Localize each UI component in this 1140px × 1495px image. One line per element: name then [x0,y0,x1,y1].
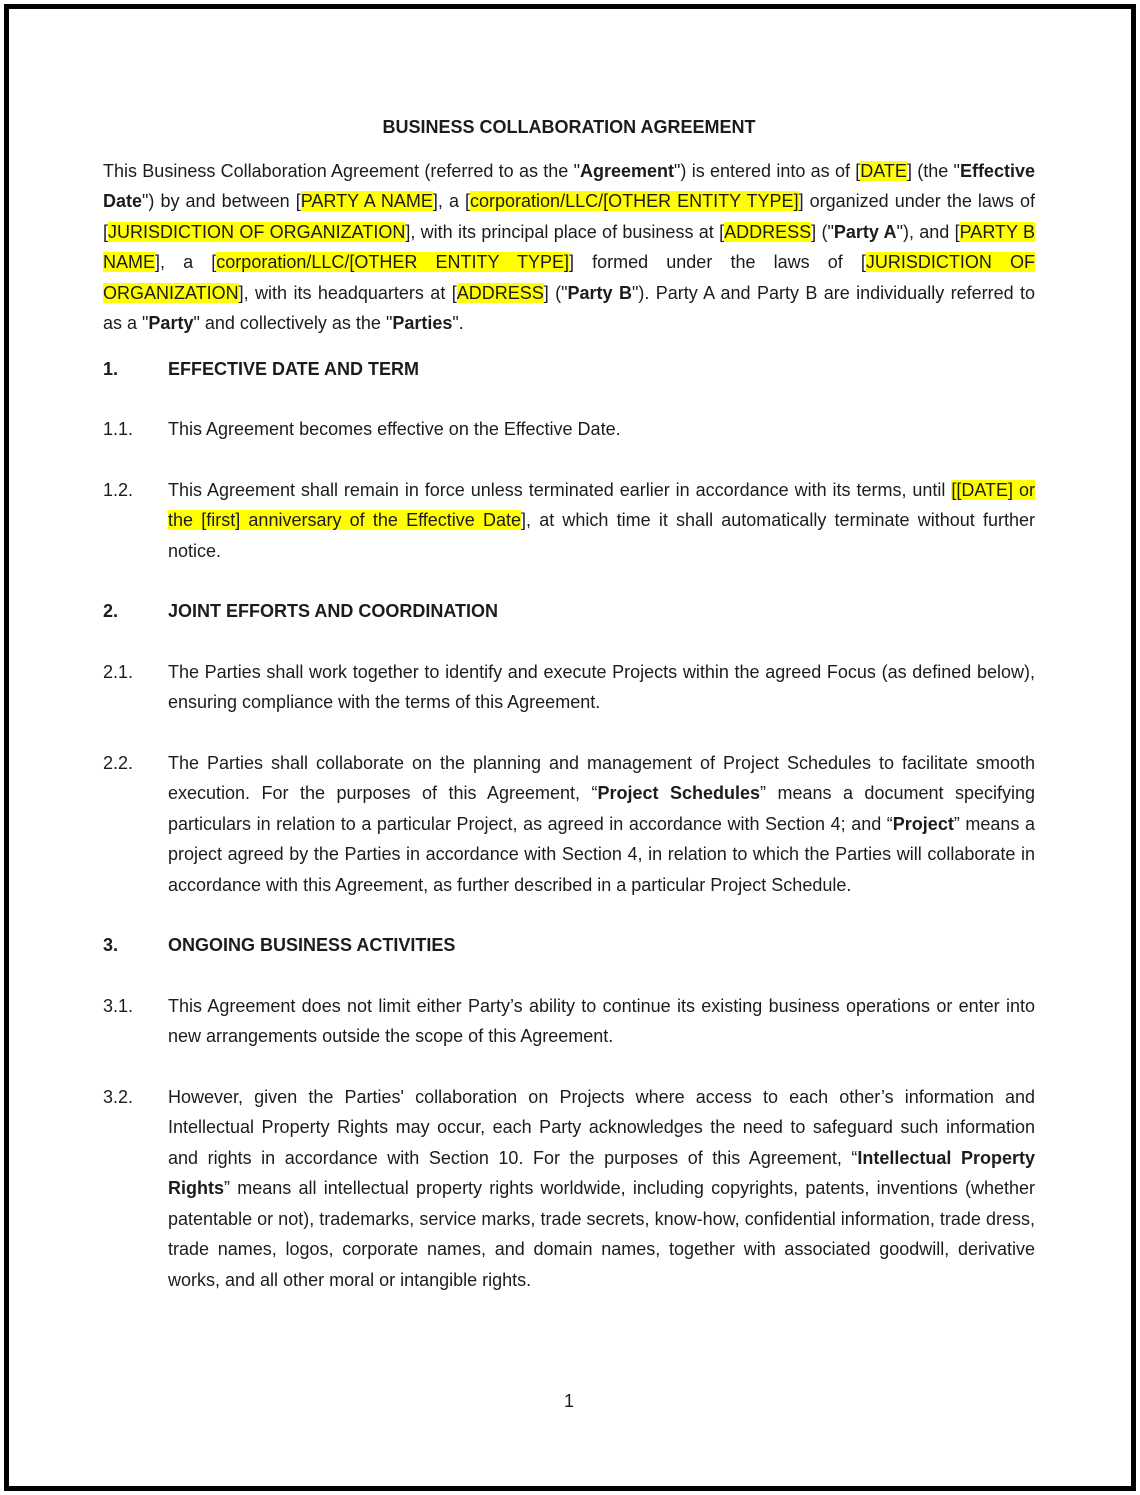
list-item [103,1082,1035,1296]
text-run: corporation/LLC/[OTHER ENTITY TYPE] [216,252,569,272]
text-run: JURISDICTION OF ORGANIZATION [103,252,1036,303]
section-2 [103,596,1035,900]
text-run: ” means a document specifying particulars in relation to a particular Project, as agreed in accordance with Section 4; and “ [168,783,1035,834]
section-heading: EFFECTIVE DATE AND TERM [168,358,419,379]
section-heading: JOINT EFFORTS AND COORDINATION [168,601,498,621]
text-run: ], a [ [155,252,217,272]
text-run: " and collectively as the " [193,313,393,333]
text-run: Intellectual Property Rights [168,1147,1035,1198]
intro-paragraph [103,156,1035,339]
text-run: ], with its headquarters at [ [238,282,457,303]
section-heading: ONGOING BUSINESS ACTIVITIES [168,935,456,955]
text-run: "). Party A and Party B are individually referred to as a " [103,282,1036,333]
text-run: ] organized under the laws of [ [103,191,1035,242]
text-run: Party A [833,221,897,242]
section-number: 1. [103,358,119,379]
text-run: Agreement [579,160,675,181]
item-text [168,475,1035,567]
text-run: Parties [392,313,453,333]
text-run: Effective Date [103,160,1035,211]
text-run: ") by and between [ [142,191,301,211]
item-text [168,657,1035,718]
section-heading-row [103,596,1035,627]
section-heading-row [103,354,1035,385]
text-run: ] (" [811,221,834,242]
text-run: ") is entered into as of [ [674,160,861,181]
text-run: ] (the " [906,160,960,181]
list-item [103,657,1035,718]
text-run: corporation/LLC/[OTHER ENTITY TYPE] [470,191,799,211]
text-run: ], with its principal place of business at [ [405,221,725,242]
section-1 [103,354,1035,567]
text-run: ADDRESS [724,221,812,242]
section-number: 3. [103,935,119,955]
section-heading-row [103,930,1035,961]
text-run: ” means a project agreed by the Parties in accordance with Section 4, in relation to which the Parties will collaborate in accordance with this Agreement, as further described in a particular Project Schedule. [168,813,1035,895]
document-content [103,0,1035,1325]
item-number: 3.2. [103,1086,134,1107]
item-text [168,991,1035,1052]
text-run: [[DATE] or the [first] anniversary of the Effective Date [168,479,1035,530]
list-item [103,991,1035,1052]
text-run: "), and [ [896,221,960,242]
text-run: However, given the Parties' collaboration on Projects where access to each other’s information and Intellectual Property Rights may occur, each Party acknowledges the need to safeguard such information and rights in accordance with Section 10. For the purposes of this Agreement, “ [168,1086,1035,1168]
section-3 [103,930,1035,1295]
list-item [103,414,1035,445]
item-number: 1.2. [103,479,134,500]
item-text [168,414,1035,445]
text-run: Project Schedules [597,783,760,803]
item-text [168,748,1035,901]
text-run: ” means all intellectual property rights worldwide, including copyrights, patents, inventions (whether patentable or not), trademarks, service marks, trade secrets, know-how, confidential information, trade dress, trade names, logos, corporate names, and domain names, together with associated goodwill, derivative works, and all other moral or intangible rights. [168,1178,1035,1290]
text-run: DATE [860,160,907,181]
text-run: ], a [ [432,191,471,211]
text-run: This Agreement does not limit either Party’s ability to continue its existing business operations or enter into new arrangements outside the scope of this Agreement. [168,995,1035,1046]
text-run: PARTY A NAME [300,191,433,211]
text-run: ], at which time it shall automatically terminate without further notice. [168,510,1035,561]
list-item [103,748,1035,901]
text-run: This Business Collaboration Agreement (referred to as the " [103,160,580,181]
text-run: ] (" [543,282,568,303]
page-number: 1 [563,1391,574,1411]
list-item [103,475,1035,567]
text-run: ] formed under the laws of [ [569,252,866,272]
item-text [168,1082,1035,1296]
document-title: BUSINESS COLLABORATION AGREEMENT [382,117,756,137]
item-number: 3.1. [103,995,134,1016]
text-run: Project [892,813,954,834]
text-run: PARTY B NAME [103,221,1036,272]
item-number: 1.1. [103,419,134,439]
text-run: This Agreement becomes effective on the Effective Date. [168,419,621,439]
text-run: The Parties shall collaborate on the planning and management of Project Schedules to facilitate smooth execution. For the purposes of this Agreement, “ [168,752,1035,803]
section-number: 2. [103,601,119,621]
text-run: JURISDICTION OF ORGANIZATION [108,221,406,242]
text-run: This Agreement shall remain in force unless terminated earlier in accordance with its terms, until [168,479,952,500]
item-number: 2.1. [103,661,134,682]
text-run: Party B [567,282,632,303]
text-run: Party [148,313,194,333]
text-run: ". [452,313,464,333]
text-run: ADDRESS [456,282,544,303]
item-number: 2.2. [103,752,134,773]
text-run: The Parties shall work together to identify and execute Projects within the agreed Focus (as defined below), ensuring compliance with the terms of this Agreement. [168,661,1035,712]
